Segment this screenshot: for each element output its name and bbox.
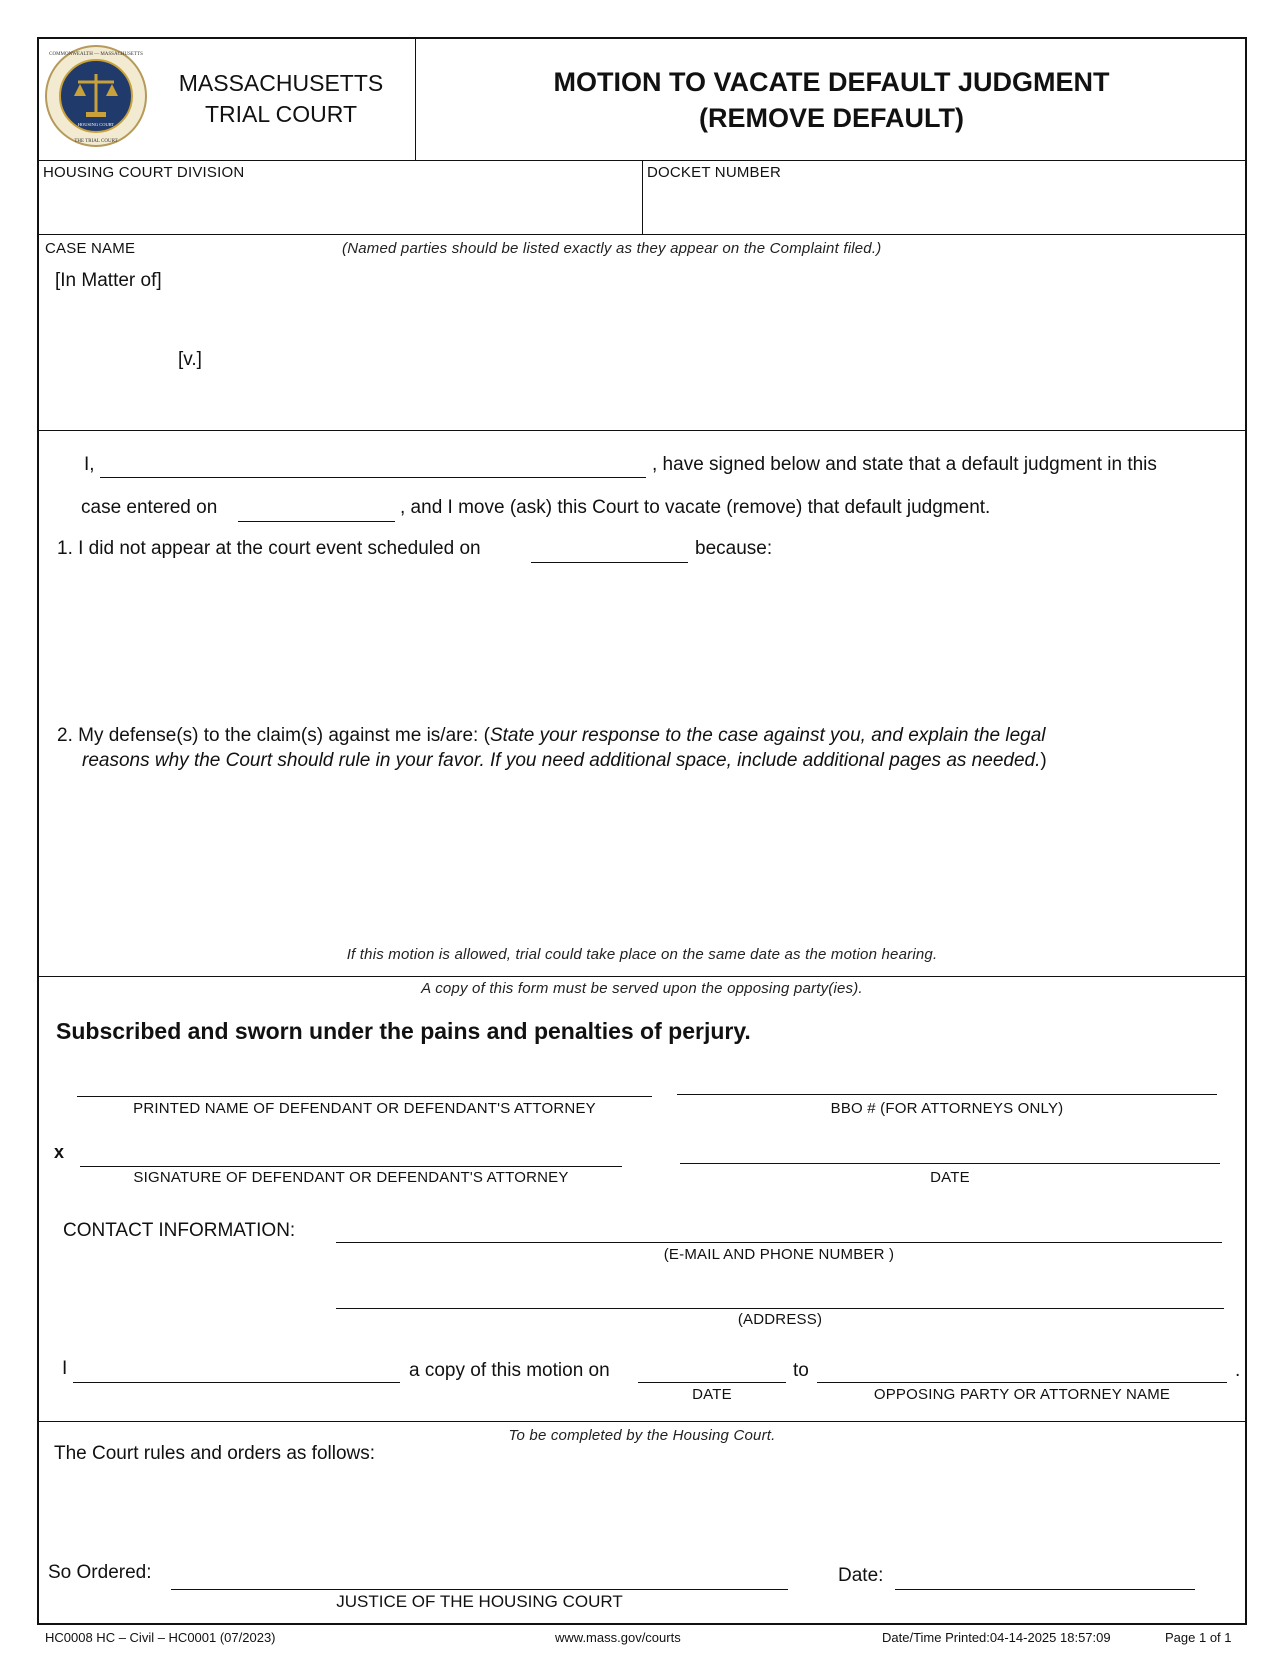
service-period: .	[1235, 1360, 1241, 1381]
case-name-note: (Named parties should be listed exactly as they appear on the Complaint filed.)	[342, 240, 882, 257]
signature-date-field[interactable]	[680, 1163, 1220, 1164]
opposing-label: OPPOSING PARTY OR ATTORNEY NAME	[873, 1386, 1171, 1403]
service-date-label: DATE	[692, 1386, 732, 1403]
title-line2: (REMOVE DEFAULT)	[699, 103, 964, 133]
bbo-label: BBO # (FOR ATTORNEYS ONLY)	[830, 1100, 1064, 1117]
seal-text-bottom: THE TRIAL COURT	[74, 139, 118, 144]
item2-line2	[82, 750, 1047, 772]
signature-label: SIGNATURE OF DEFENDANT OR DEFENDANT'S ATTORNEY	[133, 1169, 569, 1186]
rules-label: The Court rules and orders as follows:	[54, 1443, 376, 1464]
so-ordered-label: So Ordered:	[48, 1562, 152, 1583]
in-matter-of[interactable]: [In Matter of]	[55, 270, 162, 291]
default-entered-date-field[interactable]	[238, 521, 395, 522]
x-mark: x	[54, 1142, 65, 1162]
item1-start: 1. I did not appear at the court event scheduled on	[57, 538, 481, 559]
printed-name-label: PRINTED NAME OF DEFENDANT OR DEFENDANT'S ATTORNEY	[133, 1100, 596, 1117]
seal-text-top: COMMONWEALTH — MASSACHUSETTS	[49, 52, 143, 57]
item2-italic1: State your response to the case against you, and explain the legal	[489, 725, 1046, 746]
service-i: I	[62, 1358, 68, 1379]
signature-date-label: DATE	[930, 1169, 970, 1186]
movant-name-field[interactable]	[100, 477, 646, 478]
signature-field[interactable]	[80, 1166, 622, 1167]
completed-note: To be completed by the Housing Court.	[508, 1427, 776, 1444]
title-line1: MOTION TO VACATE DEFAULT JUDGMENT	[553, 67, 1110, 97]
org-line2: TRIAL COURT	[204, 101, 358, 127]
service-date-field[interactable]	[638, 1382, 786, 1383]
printed-timestamp: Date/Time Printed:04-14-2025 18:57:09	[882, 1630, 1111, 1645]
court-date-label: Date:	[838, 1565, 884, 1586]
service-to: to	[793, 1360, 809, 1381]
item2-line1	[57, 725, 1046, 747]
sworn-statement: Subscribed and sworn under the pains and penalties of perjury.	[56, 1018, 751, 1044]
division-label: HOUSING COURT DIVISION	[43, 164, 245, 181]
page-title	[416, 64, 1247, 136]
versus[interactable]: [v.]	[178, 349, 202, 370]
seal-text-mid: HOUSING COURT	[77, 122, 115, 127]
bbo-field[interactable]	[677, 1094, 1217, 1095]
address-label: (ADDRESS)	[737, 1311, 823, 1328]
court-orders-field[interactable]	[54, 1470, 1234, 1550]
justice-label: JUSTICE OF THE HOUSING COURT	[336, 1592, 623, 1611]
intro-i: I,	[84, 454, 95, 475]
org-name	[150, 68, 412, 130]
body-bottom-rule	[37, 976, 1247, 977]
service-mid: a copy of this motion on	[409, 1360, 610, 1381]
website-link[interactable]: www.mass.gov/courts	[555, 1630, 681, 1645]
email-phone-label: (E-MAIL AND PHONE NUMBER )	[663, 1246, 895, 1263]
reason-field[interactable]	[80, 575, 1230, 705]
line2-start: case entered on	[81, 497, 218, 518]
address-field[interactable]	[336, 1308, 1224, 1309]
page-number: Page 1 of 1	[1165, 1630, 1232, 1645]
court-date-field[interactable]	[895, 1589, 1195, 1590]
copy-note: A copy of this form must be served upon the opposing party(ies).	[421, 980, 863, 997]
docket-field[interactable]	[645, 182, 1245, 232]
docket-label: DOCKET NUMBER	[647, 164, 782, 181]
org-line1: MASSACHUSETTS	[178, 70, 384, 96]
case-bottom-rule	[37, 430, 1247, 431]
opposing-party-field[interactable]	[817, 1382, 1227, 1383]
line2-end: , and I move (ask) this Court to vacate (remove) that default judgment.	[400, 497, 991, 518]
printed-name-field[interactable]	[77, 1096, 652, 1097]
intro-rest: , have signed below and state that a default judgment in this	[652, 454, 1157, 475]
signature-bottom-rule	[37, 1421, 1247, 1422]
form-id: HC0008 HC – Civil – HC0001 (07/2023)	[45, 1630, 276, 1645]
email-phone-field[interactable]	[336, 1242, 1222, 1243]
docket-bottom-rule	[37, 234, 1247, 235]
item1-end: because:	[695, 538, 773, 559]
item2-close: )	[1040, 750, 1047, 771]
division-docket-divider	[642, 160, 643, 234]
trial-note: If this motion is allowed, trial could take place on the same date as the motion hearing.	[346, 946, 938, 963]
item2-italic2: reasons why the Court should rule in your favor. If you need additional space, include additional pages as needed.	[82, 750, 1041, 771]
justice-signature-field[interactable]	[171, 1589, 788, 1590]
trial-court-seal-icon	[44, 44, 148, 148]
service-action-field[interactable]	[73, 1382, 400, 1383]
defense-field[interactable]	[80, 780, 1230, 925]
event-date-field[interactable]	[531, 562, 688, 563]
contact-label: CONTACT INFORMATION:	[63, 1220, 296, 1241]
division-field[interactable]	[38, 182, 638, 232]
case-name-label: CASE NAME	[45, 240, 136, 257]
item2-plain: 2. My defense(s) to the claim(s) against me is/are: (	[57, 725, 490, 746]
